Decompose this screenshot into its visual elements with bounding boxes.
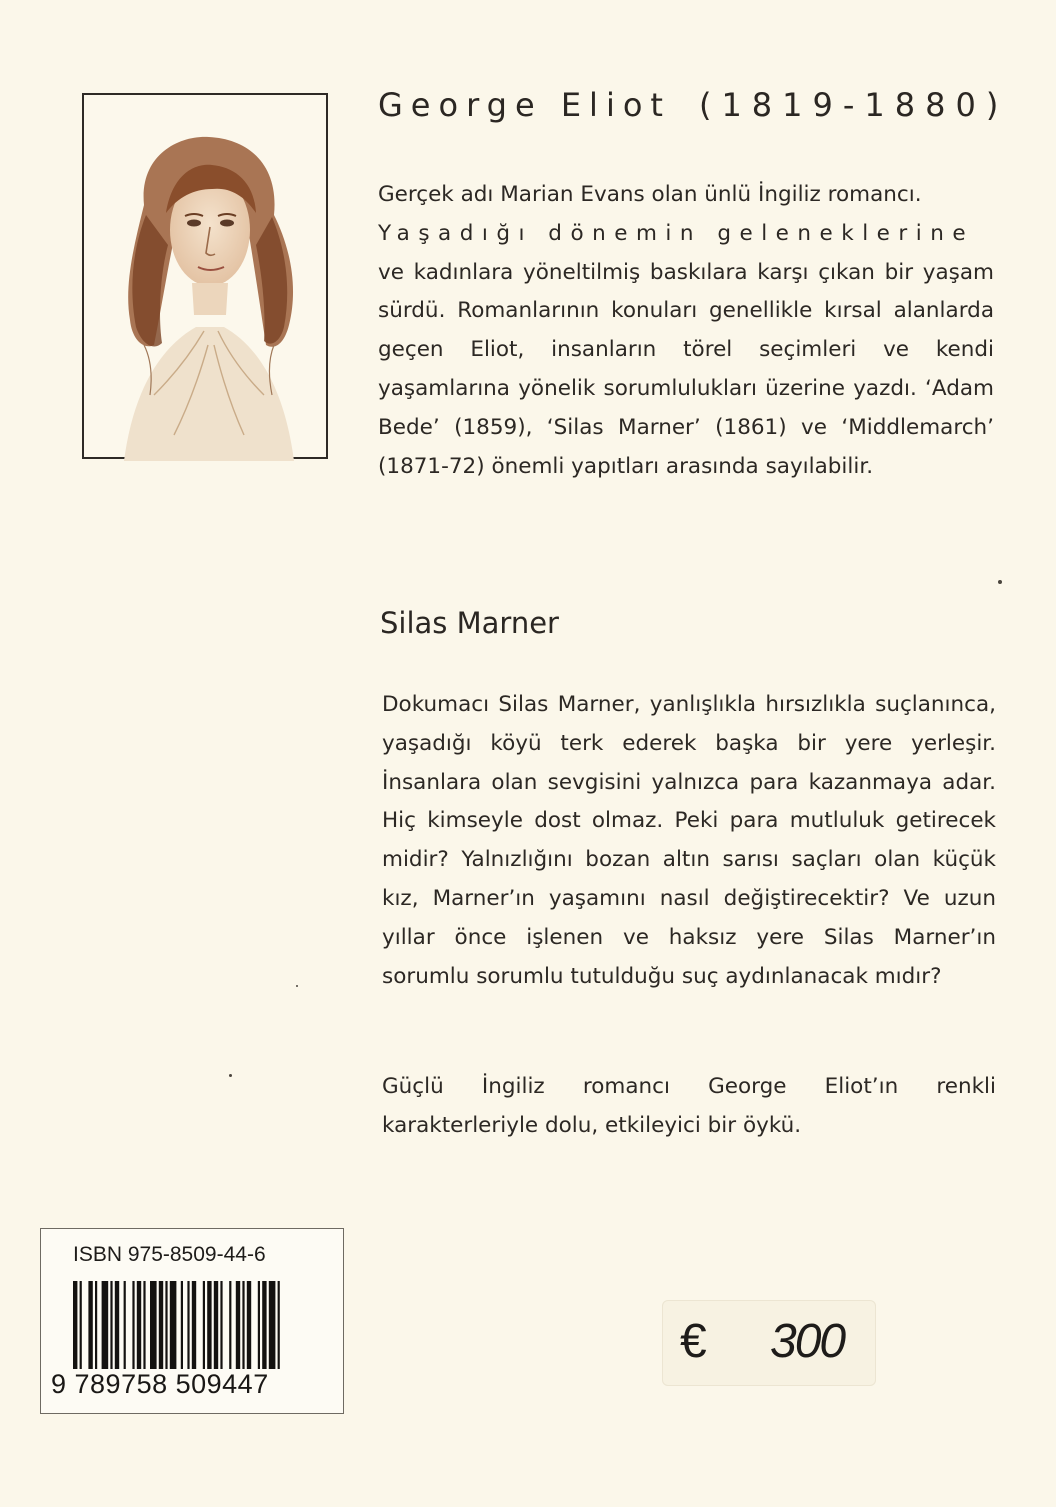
isbn-label: ISBN 975-8509-44-6 [73,1243,266,1266]
barcode-bar [143,1281,145,1369]
barcode-bar [115,1281,119,1369]
barcode-bar [137,1281,141,1369]
author-portrait [82,93,328,459]
barcode-bar [181,1281,183,1369]
barcode-bar [187,1281,189,1369]
barcode-bar [258,1281,260,1369]
barcode-bar [203,1281,205,1369]
ean-digits: 9 789758 509447 [51,1369,269,1399]
barcode-bar [132,1281,134,1369]
barcode-bar [165,1281,167,1369]
barcode-bar [170,1281,177,1369]
book-title: Silas Marner [380,606,559,640]
author-heading [378,86,1009,124]
barcode-bar [124,1281,126,1369]
bio-line-1: Gerçek adı Marian Evans olan ünlü İngiliz romancı. [378,182,922,207]
barcode-bar [102,1281,109,1369]
barcode-bar [207,1281,211,1369]
bio-line-2: Yaşadığı dönemin geleneklerine [378,220,975,246]
barcode-bar [110,1281,112,1369]
price-sticker [662,1300,876,1386]
author-bio [378,176,994,486]
paper-speck [229,1074,232,1077]
barcode-bar [278,1281,280,1369]
bio-rest: ve kadınlara yöneltilmiş baskılara karşı çıkan bir yaşam sürdü. Romanlarının konuları genellikle kırsal alanlarda geçen Eliot, insanların törel seçimleri ve kendi yaşamlarına yönelik sorumlulukları üzerine yazdı. ‘Adam Bede’ (1859), ‘Silas Marner’ (1861) ve ‘Middlemarch’ (1871-72) önemli yapıtları arasında sayılabilir. [378,259,994,479]
barcode-bar [242,1281,244,1369]
barcode-bar [220,1281,222,1369]
barcode-bar [150,1281,157,1369]
barcode-bar [214,1281,218,1369]
barcode-bar [80,1281,82,1369]
price-value: 300 [770,1315,845,1368]
barcode-bar [247,1281,251,1369]
barcode-bar [262,1281,266,1369]
author-years: (1819-1880) [698,86,1009,124]
barcode-bar [229,1281,231,1369]
barcode-bar [159,1281,163,1369]
barcode-box [40,1228,344,1414]
barcode-bar [236,1281,240,1369]
barcode-bar [192,1281,196,1369]
barcode-bar [95,1281,97,1369]
currency-symbol: € [680,1315,707,1368]
author-name: George Eliot [378,86,671,124]
paper-speck [296,985,298,987]
paper-speck [998,580,1002,584]
barcode-bar [88,1281,92,1369]
barcode-bar [73,1281,77,1369]
book-summary: Dokumacı Silas Marner, yanlışlıkla hırsızlıkla suçlanınca, yaşadığı köyü terk ederek başka bir yere yerleşir. İnsanlara olan sevgisini yalnızca para kazanmaya adar. Hiç kimseyle dost olmaz. Peki para mutluluk getirecek midir? Yalnızlığını bozan altın sarısı saçları olan küçük kız, Marner’ın yaşamını nasıl değiştirecektir? Ve uzun yıllar önce işlenen ve haksız yere Silas Marner’ın sorumlu sorumlu tutulduğu suç aydınlanacak mıdır? [382,692,996,989]
book-tagline: Güçlü İngiliz romancı George Eliot’ın renkli karakterleriyle dolu, etkileyici bir öykü. [382,1074,996,1138]
barcode-bar [269,1281,276,1369]
portrait-sketch [84,95,330,461]
